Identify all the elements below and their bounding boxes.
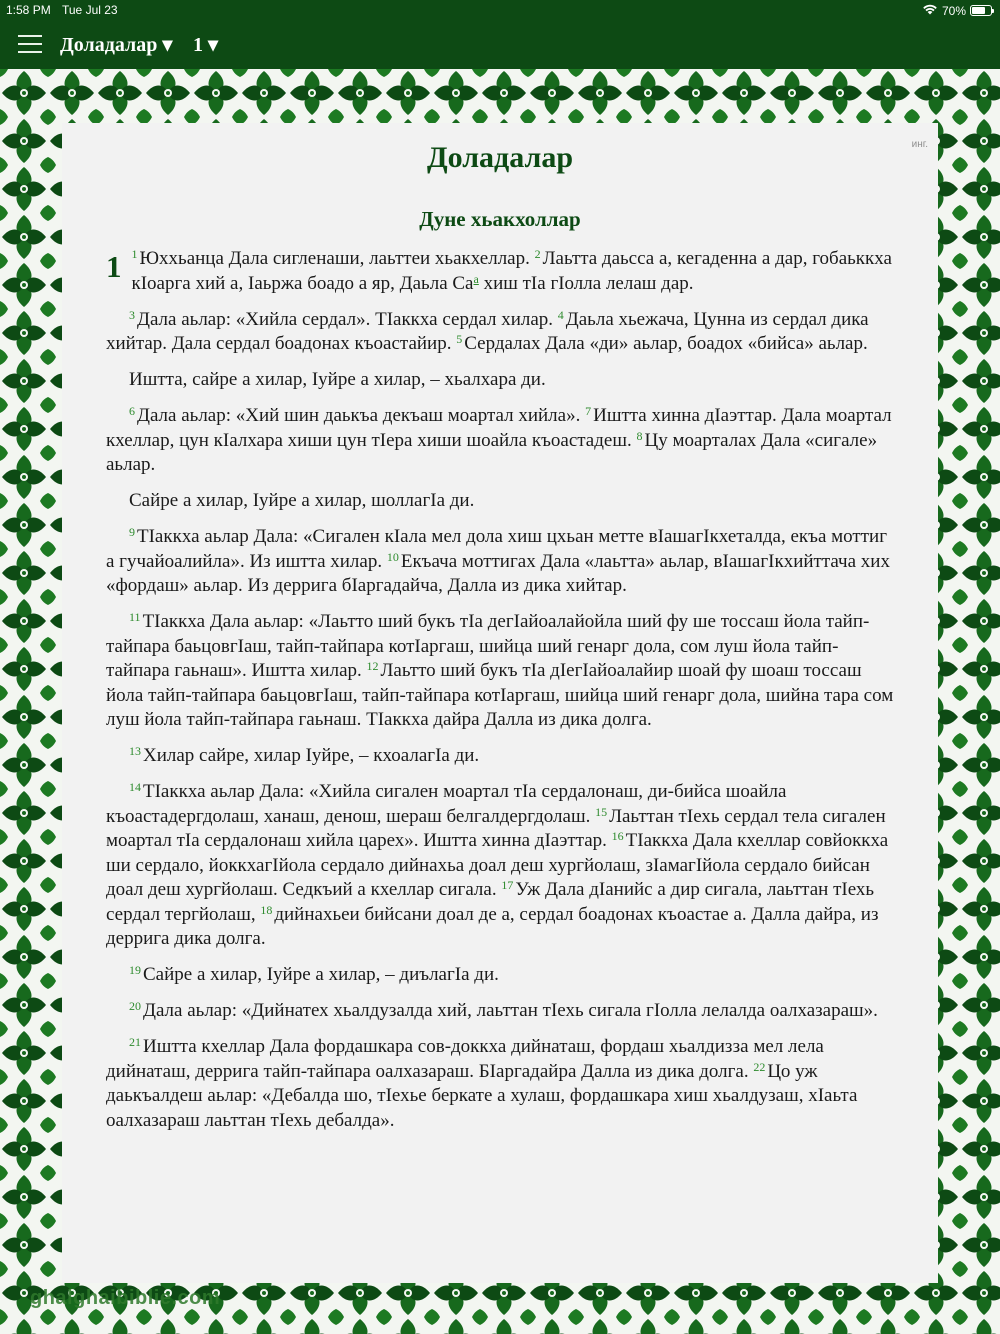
paragraph: [106, 963, 896, 988]
verse-text: Даьла хьежача, Цунна из сердал дика хийтар. Дала сердал боадонах къоастайир.: [106, 308, 869, 354]
verse-text: Дала аьлар: «Хий шин даькъа декъаш моартал хийла».: [137, 405, 581, 426]
site-watermark: ghalghaibiblie.com: [30, 1287, 221, 1309]
verse-text: Иштта хинна дӀаэттар. Дала моартал кхеллар, цун кӀалхара хиши цун тӀера хиши шоайла къоастадеш.: [106, 405, 892, 451]
verse-text: Цу моарталах Дала «сигале» аьлар.: [106, 429, 878, 475]
verse-number[interactable]: 18: [260, 902, 273, 917]
verse-text: ТӀаккха аьлар Дала: «Сигален кӀала мел дола хиш цхьан метте вӀашагӀкхеталда, екъа моттиг а гучайоалийла». Из иштта хилар.: [106, 526, 887, 572]
verse-number[interactable]: 8: [636, 428, 643, 443]
verse-text: хиш тӀа гӀолла лелаш дар.: [478, 272, 694, 294]
verse-text: Лаьтто ший букъ тӀа дӀегӀайоалайир шоай фу шоаш тоссаш йола тайп-тайпара баьцовгӀаш, тайп-тайпара котӀаргаш, шийца ший генарг дола, шийна тара сом луш йола тайп-тайпара гаьнаш. ТӀаккха дайра Далла из дика долга.: [106, 660, 894, 730]
verse-text: Иштта кхеллар Дала фордашкара сов-доккха дийнаташ, фордаш хьалдизза мел лела дийнаташ, деррига тайп-тайпара оалхазараш. БӀаргадайра Далла из дика долга.: [106, 1036, 824, 1082]
verse-text: дийнахьеи бийсани доал де а, сердал боадонах къоастае а. Далла дайра, из деррига дика долга.: [106, 903, 879, 949]
verse-text: Лаьттан тӀехь сердал тела сигален моартал тӀа сердалонаш хийла царех». Иштта хинна дӀаэттар.: [106, 805, 886, 851]
verse-text: Цо уж даькъалдеш аьлар: «Дебалда шо, тӀехье беркате а хулаш, фордашкара хиш хьалдузаш, хӀаьта оалхазараш лаьттан тӀехь дебалда».: [106, 1060, 858, 1131]
paragraph: [106, 1035, 896, 1133]
paragraph: [106, 610, 896, 733]
paragraph: [106, 489, 896, 514]
verse-number[interactable]: 22: [753, 1059, 766, 1074]
chapter-text: [106, 247, 896, 1145]
status-time: 1:58 PM: [6, 3, 51, 17]
paragraph: [106, 308, 896, 357]
chapter-selector[interactable]: 1 ▾: [193, 34, 219, 56]
book-title: Доладалар: [426, 141, 574, 174]
nav-bar: [0, 20, 1000, 69]
wifi-icon: [922, 3, 938, 18]
verse-number[interactable]: 16: [611, 829, 624, 843]
verse-text: Юххьанца Дала сигленаши, лаьттеи хьакхеллар.: [139, 248, 530, 269]
verse-number[interactable]: 21: [129, 1035, 141, 1049]
verse-text: Дала аьлар: «Хийла сердал». ТӀаккха сердал хилар.: [137, 308, 554, 330]
verse-text: Екъача моттигах Дала «лаьтта» аьлар, вӀашагӀкхийттача хих «фордаш» аьлар. Из деррига бӀаргадайча, Далла из дика хийтар.: [106, 550, 890, 596]
verse-number[interactable]: 5: [456, 332, 463, 346]
verse-number[interactable]: 6: [129, 404, 135, 418]
section-heading: Дуне хьакхоллар: [419, 207, 581, 231]
book-selector[interactable]: Доладалар ▾: [60, 34, 173, 56]
status-right-group: [922, 3, 992, 18]
verse-text: Сайре а хилар, Іуйре а хилар, шоллагІа ди.: [129, 490, 475, 511]
paragraph: [106, 368, 896, 393]
verse-text: Уж Дала дӀанийс а дир сигала, лаьттан тӀехь сердал тергйолаш,: [106, 879, 875, 925]
verse-number[interactable]: 4: [557, 307, 564, 322]
verse-number[interactable]: 19: [129, 963, 141, 977]
language-toggle[interactable]: инг.: [911, 139, 928, 150]
paragraph: [106, 525, 896, 599]
scripture-page: [62, 123, 938, 1283]
verse-number[interactable]: 14: [129, 780, 141, 794]
hamburger-menu-icon[interactable]: [18, 35, 42, 53]
chapter-number: 1: [106, 249, 122, 284]
verse-text: Дала аьлар: «Дийнатех хьалдузалда хий, лаьттан тӀехь сигала гӀолла лелалда оалхазараш».: [143, 1000, 878, 1021]
verse-number[interactable]: 7: [585, 404, 592, 418]
reading-area[interactable]: [0, 69, 1000, 1334]
verse-text: ТӀаккха Дала кхеллар совйоккха ши сердало, йоккхагІйола сердало дийнахьа доал деш хургйолаш, зӀамагІйола сердало бийсан доал деш хургйолаш. Седкъий а кхеллар сигала.: [106, 830, 889, 900]
status-bar: [0, 0, 1000, 20]
verse-number[interactable]: 12: [366, 659, 379, 673]
paragraph: [106, 404, 896, 478]
verse-text: Сайре а хилар, Іуйре а хилар, – диълагІа ди.: [143, 964, 499, 985]
paragraph: [106, 247, 896, 296]
paragraph: [106, 999, 896, 1024]
verse-number[interactable]: 10: [386, 549, 399, 564]
verse-text: Хилар сайре, хилар Іуйре, – кхоалагІа ди.: [143, 745, 480, 766]
paragraph: [106, 780, 896, 952]
battery-fill: [972, 7, 985, 14]
verse-text: ТӀаккха Дала аьлар: «Лаьтто ший букъ тӀа дегӀайоалайойла ший фу ше тоссаш йола тайп-тайпара баьцовгӀаш, тайп-тайпара котӀаргаш, шийца ший генарг дола, сом луш йола тайп-тайпара гаьнаш». Иштта хилар.: [106, 611, 870, 681]
verse-number[interactable]: 20: [129, 999, 141, 1013]
verse-text: Иштта, сайре а хилар, Іуйре а хилар, – хьалхара ди.: [129, 369, 546, 390]
battery-icon: [970, 5, 992, 16]
verse-text: ТӀаккха аьлар Дала: «Хийла сигален моартал тӀа сердалонаш, ди-бийса шоайла къоастадергдолаш, ханаш, денош, шераш белгалдергдолаш.: [106, 781, 787, 827]
verse-number[interactable]: 9: [129, 525, 135, 539]
paragraph: [106, 744, 896, 769]
verse-number[interactable]: 13: [129, 744, 141, 758]
battery-percentage: 70%: [941, 3, 966, 18]
verse-text: Сердалах Дала «ди» аьлар, боадох «бийса» аьлар.: [464, 333, 868, 354]
verse-number[interactable]: 11: [129, 610, 141, 624]
verse-number[interactable]: 3: [129, 307, 135, 322]
verse-number[interactable]: 15: [595, 804, 608, 819]
verse-text: Лаьтта даьсса а, кегаденна а дар, гобаьккха кӀоарга хий а, Іаьржа боадо а яр, Даьла Са: [131, 248, 892, 294]
verse-number[interactable]: 1: [131, 247, 138, 261]
verse-number[interactable]: 2: [534, 247, 541, 261]
footnote-link[interactable]: a: [473, 271, 479, 286]
verse-number[interactable]: 17: [501, 878, 514, 892]
status-date: Tue Jul 23: [62, 3, 118, 17]
